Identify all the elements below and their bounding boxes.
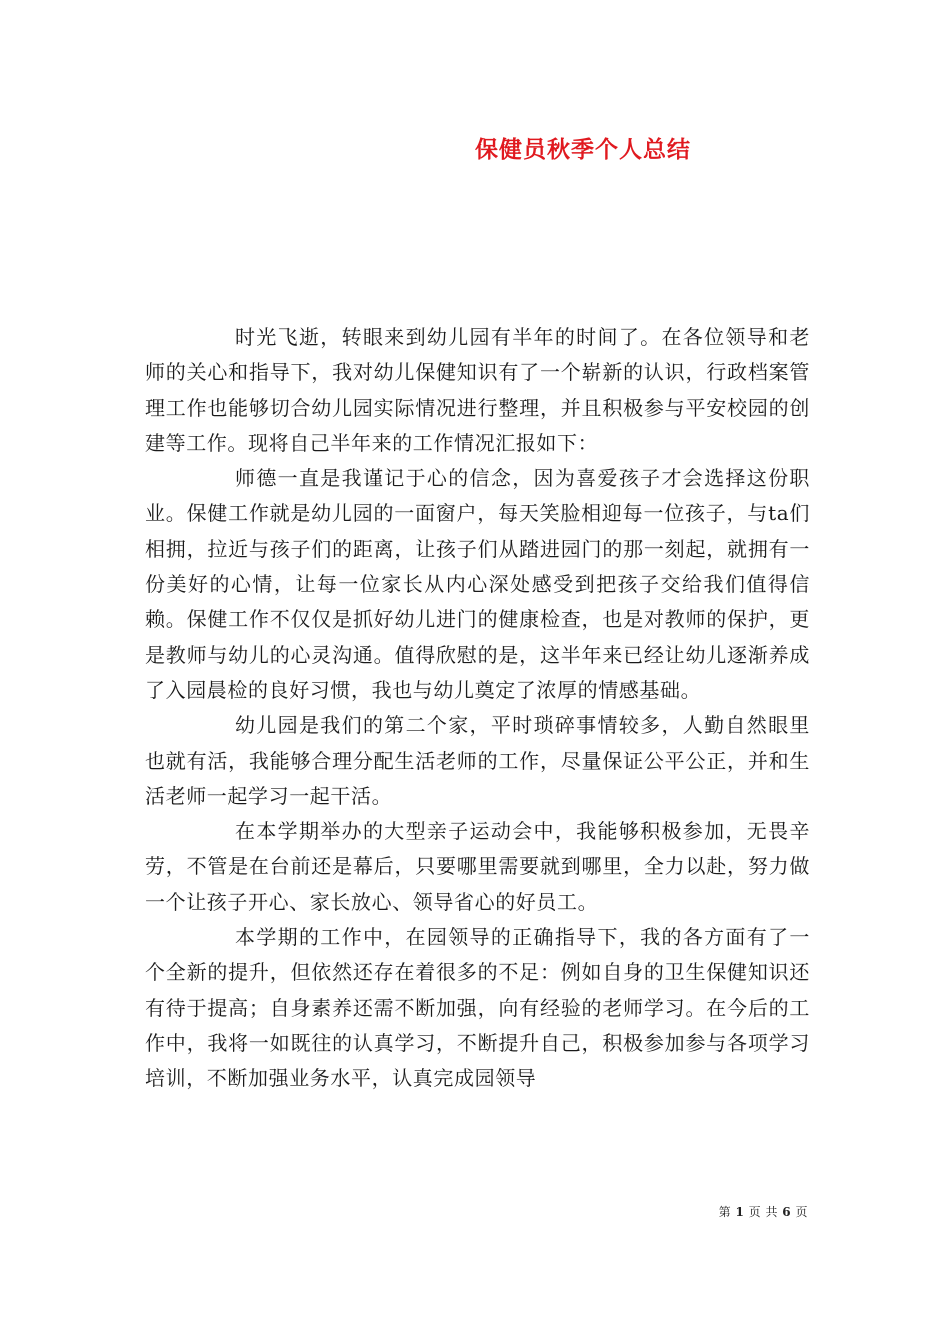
footer-middle: 页 共 xyxy=(748,1205,778,1219)
document-title: 保健员秋季个人总结 xyxy=(475,136,691,163)
total-page-number: 6 xyxy=(782,1205,792,1219)
paragraph-sports-meet: 在本学期举办的大型亲子运动会中，我能够积极参加，无畏辛劳，不管是在台前还是幕后，只要哪里需要就到哪里，全力以赴，努力做一个让孩子开心、家长放心、领导省心的好员工。 xyxy=(145,819,810,914)
footer-prefix: 第 xyxy=(718,1205,732,1219)
document-body xyxy=(145,320,810,1097)
paragraph-ethics: 师德一直是我谨记于心的信念，因为喜爱孩子才会选择这份职业。保健工作就是幼儿园的一面窗户，每天笑脸相迎每一位孩子，与ta们相拥，拉近与孩子们的距离，让孩子们从踏进园门的那一刻起，就拥有一份美好的心情，让每一位家长从内心深处感受到把孩子交给我们值得信赖。保健工作不仅仅是抓好幼儿进门的健康检查，也是对教师的保护，更是教师与幼儿的心灵沟通。值得欣慰的是，这半年来已经让幼儿逐渐养成了入园晨检的良好习惯，我也与幼儿奠定了浓厚的情感基础。 xyxy=(145,466,810,702)
paragraph-improvement: 本学期的工作中，在园领导的正确指导下，我的各方面有了一个全新的提升，但依然还存在着很多的不足：例如自身的卫生保健知识还有待于提高；自身素养还需不断加强，向有经验的老师学习。在今后的工作中，我将一如既往的认真学习，不断提升自己，积极参加参与各项学习培训，不断加强业务水平，认真完成园领导 xyxy=(145,925,810,1091)
page-number-footer xyxy=(0,1203,950,1220)
footer-suffix: 页 xyxy=(795,1205,808,1219)
paragraph-second-home: 幼儿园是我们的第二个家，平时琐碎事情较多，人勤自然眼里也就有活，我能够合理分配生活老师的工作，尽量保证公平公正，并和生活老师一起学习一起干活。 xyxy=(145,713,810,808)
current-page-number: 1 xyxy=(735,1205,745,1219)
paragraph-intro: 时光飞逝，转眼来到幼儿园有半年的时间了。在各位领导和老师的关心和指导下，我对幼儿保健知识有了一个崭新的认识，行政档案管理工作也能够切合幼儿园实际情况进行整理，并且积极参与平安校园的创建等工作。现将自己半年来的工作情况汇报如下： xyxy=(145,325,810,455)
